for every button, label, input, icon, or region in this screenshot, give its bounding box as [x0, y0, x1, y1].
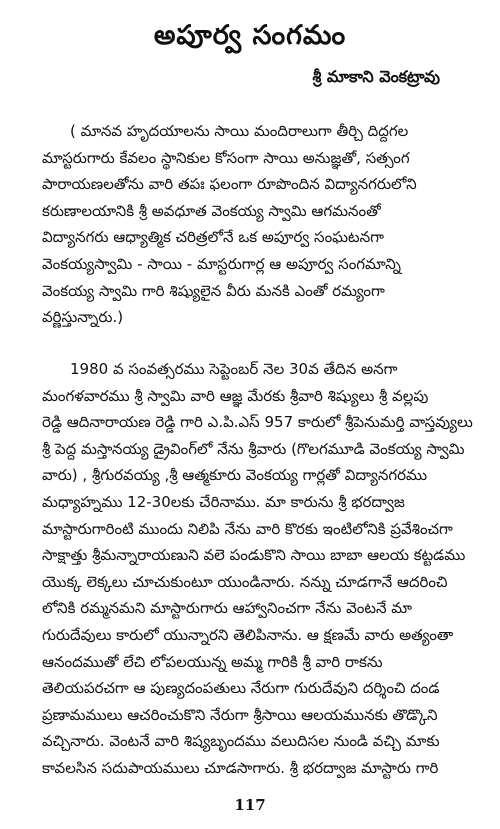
- intro-line: వెంకయ్య స్వామి గారి శిష్యులైన వీరు మనకి ఎంతో రమ్యంగా: [42, 281, 385, 300]
- page-number: 117: [234, 796, 266, 814]
- body-line: ఆనందముతో లేచి లోపలయున్న అమ్మ గారికి శ్రీ వారి రాకను: [42, 652, 383, 671]
- body-line: మధ్యాహ్నము 12-30లకు చేరినాము. మా కారును శ్రీ భరద్వాజ: [42, 492, 405, 511]
- body-line: మాస్టారుగారింటి ముందు నిలిపి నేను వారి కొరకు ఇంటిలోనికి ప్రవేశించగా: [42, 519, 453, 538]
- intro-line: వర్ణిస్తున్నారు.): [42, 308, 124, 327]
- intro-paragraph: [42, 118, 482, 331]
- intro-line: వెంకయ్యస్వామి - సాయి - మాస్టరుగార్ల ఆ అపూర్వ సంగమాన్ని: [42, 254, 401, 273]
- intro-line: పారాయణలతోను వారి తపః ఫలంగా రూపొందిన విద్యానగరులోని: [42, 175, 417, 194]
- body-line: రెడ్డి ఆదినారాయణ రెడ్డి గారి ఎ.పి.ఎస్ 957 కారులో శ్రీపెనుమర్తి వాస్తవ్యులు: [42, 413, 473, 432]
- body-line: కావలసిన సదుపాయములు చూడసాగారు. శ్రీ భరద్వాజ మాస్టారు గారి: [42, 758, 439, 777]
- intro-line: మాస్టరుగారు కేవలం స్థానికుల కోసంగా సాయి అనుజ్ఞతో, సత్సంగ: [42, 148, 410, 167]
- intro-line: విద్యానగరు ఆధ్యాత్మిక చరిత్రలోనే ఒక అపూర్వ సంఘటనగా: [42, 228, 384, 247]
- intro-line: ( మానవ హృదయాలను సాయి మందిరాలుగా తీర్చి దిద్దగల: [70, 122, 409, 140]
- article-title: అపూర్వ సంగమం: [153, 20, 347, 51]
- body-line: వచ్చినారు. వెంటనే వారి శిష్యబృందము వలుదిసల నుండి వచ్చి మాకు: [42, 732, 440, 751]
- body-paragraph: [42, 356, 482, 782]
- author-byline: శ్రీ మాకాని వెంకట్రావు: [312, 67, 440, 86]
- intro-line: కరుణాలయానికి శ్రీ అవధూత వెంకయ్య స్వామి ఆగమనంతో: [42, 201, 381, 220]
- body-line: మంగళవారము శ్రీ స్వామి వారి ఆజ్ఞ మేరకు శ్రీవారి శిష్యులు శ్రీ వల్లపు: [42, 386, 429, 405]
- body-line: 1980 వ సంవత్సరము సెప్టెంబర్ నెల 30వ తేదిన అనగా: [70, 360, 398, 378]
- body-line: లోనికి రమ్మనమని మాస్టారుగారు ఆహ్వానించగా నేను వెంటనే మా: [42, 599, 412, 618]
- body-line: యొక్క లెక్కలు చూచుకుంటూ యుండినారు. నన్ను చూడగానే ఆదరించి: [42, 572, 448, 591]
- body-line: శ్రీ పెద్ద మస్తానయ్య డ్రైవింగ్‌లో నేను శ్రీవారు (గొలగమూడి వెంకయ్య స్వామి: [42, 439, 465, 458]
- body-line: వారు) , శ్రీగురవయ్య ,శ్రీ ఆత్మకూరు వెంకయ్య గార్లతో విద్యానగరము: [42, 466, 428, 485]
- body-line: ప్రణామములు ఆచరించుకొని నేరుగా శ్రీసాయి ఆలయమునకు తొడ్కొని: [42, 705, 438, 724]
- body-line: తెలియపరచగా ఆ పుణ్యదంపతులు నేరుగా గురుదేవుని దర్శించి దండ: [42, 679, 440, 698]
- body-line: గురుదేవులు కారులో యున్నారని తెలిపినాను. ఆ క్షణమే వారు అత్యంతా: [42, 625, 454, 644]
- body-line: సాక్షాత్తు శ్రీమన్నారాయణుని వలె పండుకొని సాయి బాబా ఆలయ కట్టడము: [42, 546, 466, 565]
